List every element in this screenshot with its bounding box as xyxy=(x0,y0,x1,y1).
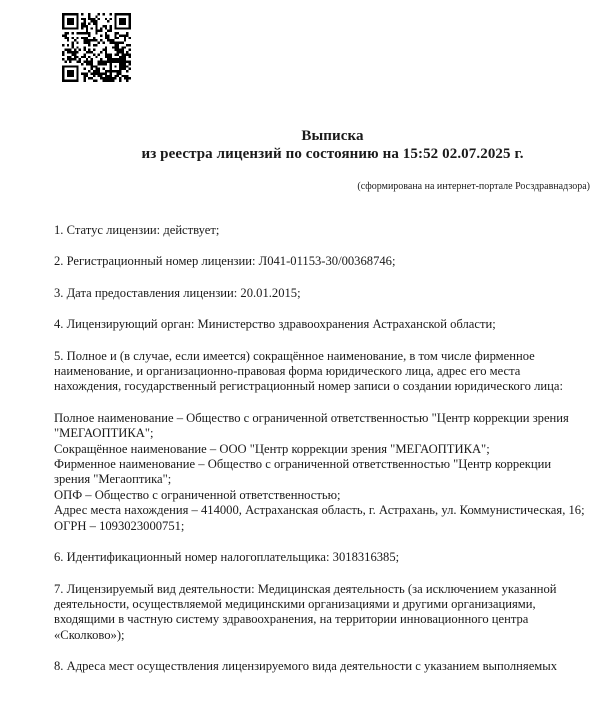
qr-code xyxy=(62,13,131,82)
document-body xyxy=(54,223,589,691)
title-line-2: из реестра лицензий по состоянию на 15:52 02.07.2025 г. xyxy=(141,145,524,162)
paragraph-line: ОПФ – Общество с ограниченной ответственностью; xyxy=(54,487,341,502)
title-line-1: Выписка xyxy=(301,128,364,144)
paragraph-9 xyxy=(54,659,589,674)
paragraph-line: 6. Идентификационный номер налогоплательщика: 3018316385; xyxy=(54,550,400,565)
paragraph-6 xyxy=(54,411,589,534)
paragraph-line: 5. Полное и (в случае, если имеется) сокращённое наименование, в том числе фирменное наименование, и организационно-правовая форма юридического лица, адрес его места нахождения, государственный регистрационный номер записи о создании юридического лица: xyxy=(54,348,563,394)
paragraph-line: Сокращённое наименование – ООО "Центр коррекции зрения "МЕГАОПТИКА"; xyxy=(54,441,490,456)
paragraph-7 xyxy=(54,550,589,565)
paragraph-line: 3. Дата предоставления лицензии: 20.01.2015; xyxy=(54,285,301,300)
paragraph-line: 8. Адреса мест осуществления лицензируемого вида деятельности с указанием выполняемых xyxy=(54,659,558,674)
paragraph-4 xyxy=(54,317,589,332)
paragraph-line: 7. Лицензируемый вид деятельности: Медицинская деятельность (за исключением указанной деятельности, осуществляемой медицинскими организациями и другими организациями, входящими в частную систему здравоохранения, на территории инновационного центра «Сколково»); xyxy=(54,581,557,642)
paragraph-line: ОГРН – 1093023000751; xyxy=(54,518,185,533)
paragraph-line: Фирменное наименование – Общество с ограниченной ответственностью "Центр коррекции зрения "Мегаоптика"; xyxy=(54,457,552,487)
paragraph-3 xyxy=(54,286,589,301)
paragraph-1 xyxy=(54,223,589,238)
paragraph-line: 4. Лицензирующий орган: Министерство здравоохранения Астраханской области; xyxy=(54,317,496,332)
paragraph-line: 2. Регистрационный номер лицензии: Л041-01153-30/00368746; xyxy=(54,254,396,269)
paragraph-8 xyxy=(54,582,589,644)
paragraph-line: Адрес места нахождения – 414000, Астраханская область, г. Астрахань, ул. Коммунистическая, 16; xyxy=(54,503,585,518)
paragraph-5 xyxy=(54,349,589,395)
document-title xyxy=(57,128,608,163)
paragraph-line: Полное наименование – Общество с ограниченной ответственностью "Центр коррекции зрения "МЕГАОПТИКА"; xyxy=(54,410,569,441)
paragraph-line: 1. Статус лицензии: действует; xyxy=(54,223,220,237)
document-subtitle: (сформирована на интернет-портале Росздравнадзора) xyxy=(357,181,590,192)
paragraph-2 xyxy=(54,254,589,269)
